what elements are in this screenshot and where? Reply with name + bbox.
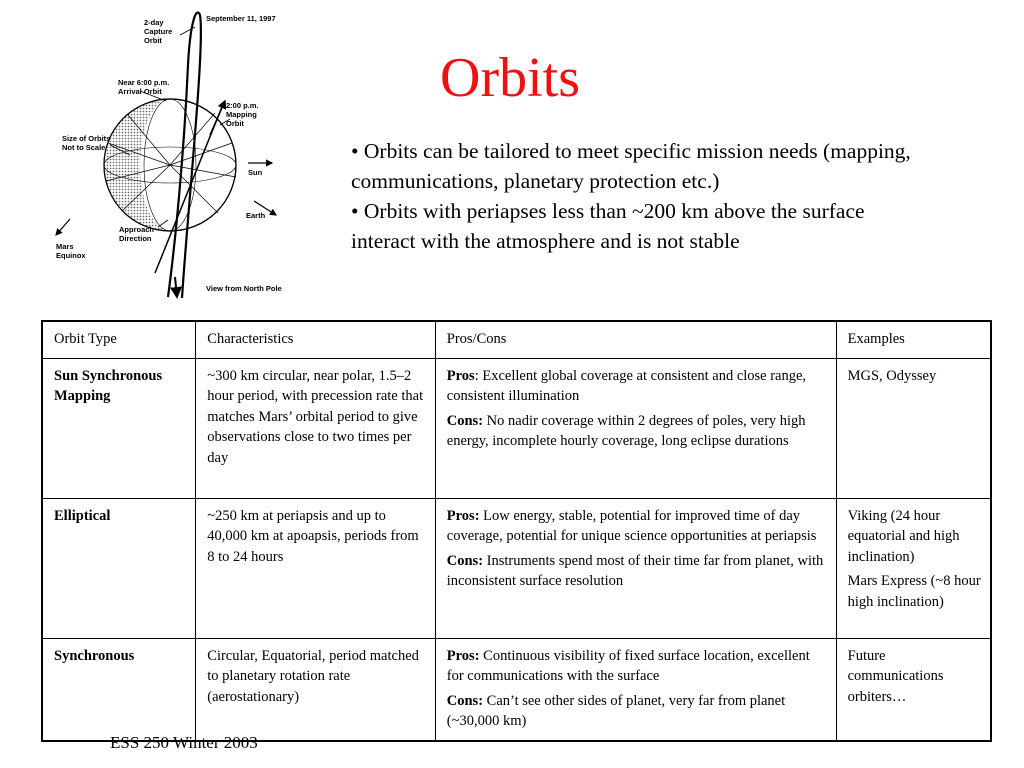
table-row [42,638,991,741]
equinox-arrow [56,219,70,235]
mapping-label: 2:00 p.m. Mapping Orbit [226,101,259,128]
examples-cell [836,638,991,741]
arrival-label: Near 6:00 p.m. Arrival Orbit [118,78,170,96]
header-pros-cons: Pros/Cons [435,321,836,358]
cons-text: Cons: Can’t see other sides of planet, very far from planet (~30,000 km) [446,692,786,729]
orbit-diagram [40,5,340,305]
earth-label: Earth [246,211,266,220]
cons-label: Cons: [446,412,484,429]
pros-cons-cell [435,498,836,638]
pros-cons-cell [435,638,836,741]
pros-cons-cell [435,358,836,498]
bullet-list [351,136,931,256]
example-item: Future communications orbiters… [847,647,944,705]
example-item: Mars Express (~8 hour high inclination) [847,573,981,610]
date-label: September 11, 1997 [206,14,276,23]
header-characteristics: Characteristics [196,321,435,358]
table-row [42,498,991,638]
equinox-label: Mars Equinox [56,242,86,260]
slide-title: Orbits [440,47,580,109]
example-item: MGS, Odyssey [847,367,937,384]
characteristics-cell: Circular, Equatorial, period matched to planetary rotation rate (aerostationary) [196,638,435,741]
bullet-item: • Orbits with periapses less than ~200 km above the surface interact with the atmosphere and is not stable [351,199,865,253]
pros-text: Pros: Low energy, stable, potential for improved time of day coverage, potential for unique science opportunities at periapsis [446,507,817,544]
mars-planet [104,99,236,231]
characteristics-cell: ~300 km circular, near polar, 1.5–2 hour period, with precession rate that matches Mars’ orbital period to give observations close to two times per day [196,358,435,498]
pros-label: Pros: [446,507,480,524]
pros-label: Pros [446,367,475,384]
examples-cell [836,358,991,498]
cons-text: Cons: Instruments spend most of their time far from planet, with inconsistent surface resolution [446,552,824,589]
pros-text: Pros: Excellent global coverage at consistent and close range, consistent illumination [446,367,807,404]
header-orbit-type: Orbit Type [42,321,196,358]
table-header-row [42,321,991,358]
pros-text: Pros: Continuous visibility of fixed surface location, excellent for communications with the surface [446,647,810,684]
cons-label: Cons: [446,552,484,569]
orbit-type-cell: Synchronous [42,638,196,741]
pros-label: Pros: [446,647,480,664]
header-examples: Examples [836,321,991,358]
scale-label: Size of Orbits Not to Scale [62,134,111,152]
orbit-type-cell: Elliptical [42,498,196,638]
approach-label: Approach Direction [119,225,155,243]
cons-text: Cons: No nadir coverage within 2 degrees of poles, very high energy, incomplete hourly coverage, long eclipse durations [446,412,806,449]
sun-label: Sun [248,168,263,177]
slide-footer: ESS 250 Winter 2003 [110,733,258,752]
capture-label: 2-day Capture Orbit [144,18,173,45]
view-label: View from North Pole [206,284,282,293]
table-row [42,358,991,498]
bullet-item: • Orbits can be tailored to meet specific mission needs (mapping, communications, planetary protection etc.) [351,139,911,193]
orbits-table [41,320,992,742]
orbit-type-cell: Sun Synchronous Mapping [42,358,196,498]
examples-cell [836,498,991,638]
example-item: Viking (24 hour equatorial and high inclination) [847,507,960,565]
characteristics-cell: ~250 km at periapsis and up to 40,000 km at apoapsis, periods from 8 to 24 hours [196,498,435,638]
cons-label: Cons: [446,692,484,709]
